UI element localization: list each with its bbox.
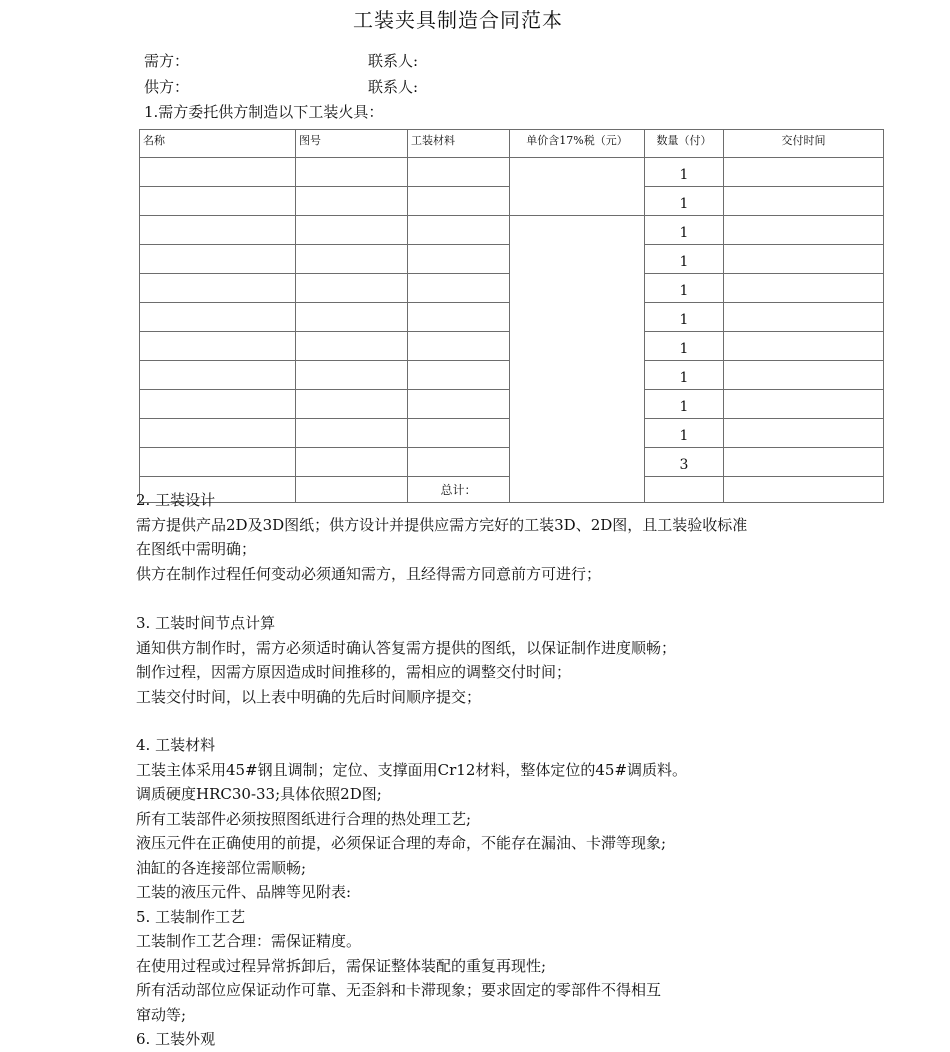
header-quantity: 数量（付） — [645, 130, 724, 158]
document-title: 工装夹具制造合同范本 — [353, 8, 563, 32]
quantity-cell: 1 — [645, 390, 724, 419]
supplier-label: 供方： — [144, 78, 190, 96]
total-label: 总计： — [408, 477, 510, 503]
price-cell-merged — [510, 158, 645, 216]
section-line: 需方提供产品2D及3D图纸；供方设计并提供应需方完好的工装3D、2D图，且工装验收标准 — [136, 515, 748, 534]
section-line: 工装的液压元件、品牌等见附表: — [136, 883, 352, 901]
section-line: 在使用过程或过程异常拆卸后，需保证整体装配的重复再现性; — [136, 956, 547, 975]
section-heading: 4. 工装材料 — [136, 736, 216, 754]
items-table — [139, 129, 884, 503]
header-name: 名称 — [140, 130, 296, 158]
section-heading: 3. 工装时间节点计算 — [136, 614, 276, 632]
section-design — [136, 488, 876, 586]
quantity-cell: 1 — [645, 158, 724, 187]
section-heading: 6. 工装外观 — [136, 1030, 216, 1048]
quantity-cell: 1 — [645, 245, 724, 274]
intro-clause: 1.需方委托供方制造以下工装火具： — [144, 103, 384, 121]
quantity-cell: 1 — [645, 187, 724, 216]
price-cell-merged — [510, 216, 645, 503]
buyer-contact-label: 联系人: — [368, 52, 419, 70]
section-line: 通知供方制作时，需方必须适时确认答复需方提供的图纸，以保证制作进度顺畅； — [136, 638, 677, 657]
quantity-cell: 1 — [645, 303, 724, 332]
section-line: 所有工装部件必须按照图纸进行合理的热处理工艺; — [136, 809, 472, 828]
section-line: 调质硬度HRC30-33;具体依照2D图; — [136, 785, 382, 803]
section-line: 在图纸中需明确； — [136, 540, 257, 558]
section-heading: 2. 工装设计 — [136, 491, 216, 509]
supplier-contact-label: 联系人: — [368, 78, 419, 96]
section-line: 工装交付时间，以上表中明确的先后时间顺序提交； — [136, 687, 482, 706]
section-line: 制作过程，因需方原因造成时间推移的，需相应的调整交付时间； — [136, 663, 572, 681]
section-materials — [136, 733, 876, 1052]
section-line: 窜动等; — [136, 1005, 187, 1024]
table-row — [140, 158, 884, 187]
header-material: 工装材料 — [408, 130, 510, 158]
section-heading: 5. 工装制作工艺 — [136, 907, 246, 926]
quantity-cell: 3 — [645, 448, 724, 477]
section-line: 工装制作工艺合理：需保证精度。 — [136, 932, 362, 950]
section-schedule — [136, 611, 876, 709]
section-line: 油缸的各连接部位需顺畅; — [136, 858, 307, 877]
header-drawing-no: 图号 — [296, 130, 408, 158]
buyer-label: 需方： — [144, 52, 190, 70]
section-line: 所有活动部位应保证动作可靠、无歪斜和卡滞现象；要求固定的零部件不得相互 — [136, 981, 662, 999]
section-line: 工装主体采用45#钢且调制；定位、支撑面用Cr12材料，整体定位的45#调质料。 — [136, 760, 688, 779]
header-unit-price: 单价含17%税（元） — [510, 130, 645, 158]
quantity-cell: 1 — [645, 361, 724, 390]
section-line: 液压元件在正确使用的前提，必须保证合理的寿命，不能存在漏油、卡滞等现象; — [136, 834, 667, 852]
header-delivery-time: 交付时间 — [724, 130, 884, 158]
table-row — [140, 216, 884, 245]
section-line: 供方在制作过程任何变动必须通知需方，且经得需方同意前方可进行； — [136, 564, 602, 583]
quantity-cell: 1 — [645, 216, 724, 245]
quantity-cell: 1 — [645, 419, 724, 448]
quantity-cell: 1 — [645, 274, 724, 303]
quantity-cell: 1 — [645, 332, 724, 361]
table-header-row — [140, 130, 884, 158]
